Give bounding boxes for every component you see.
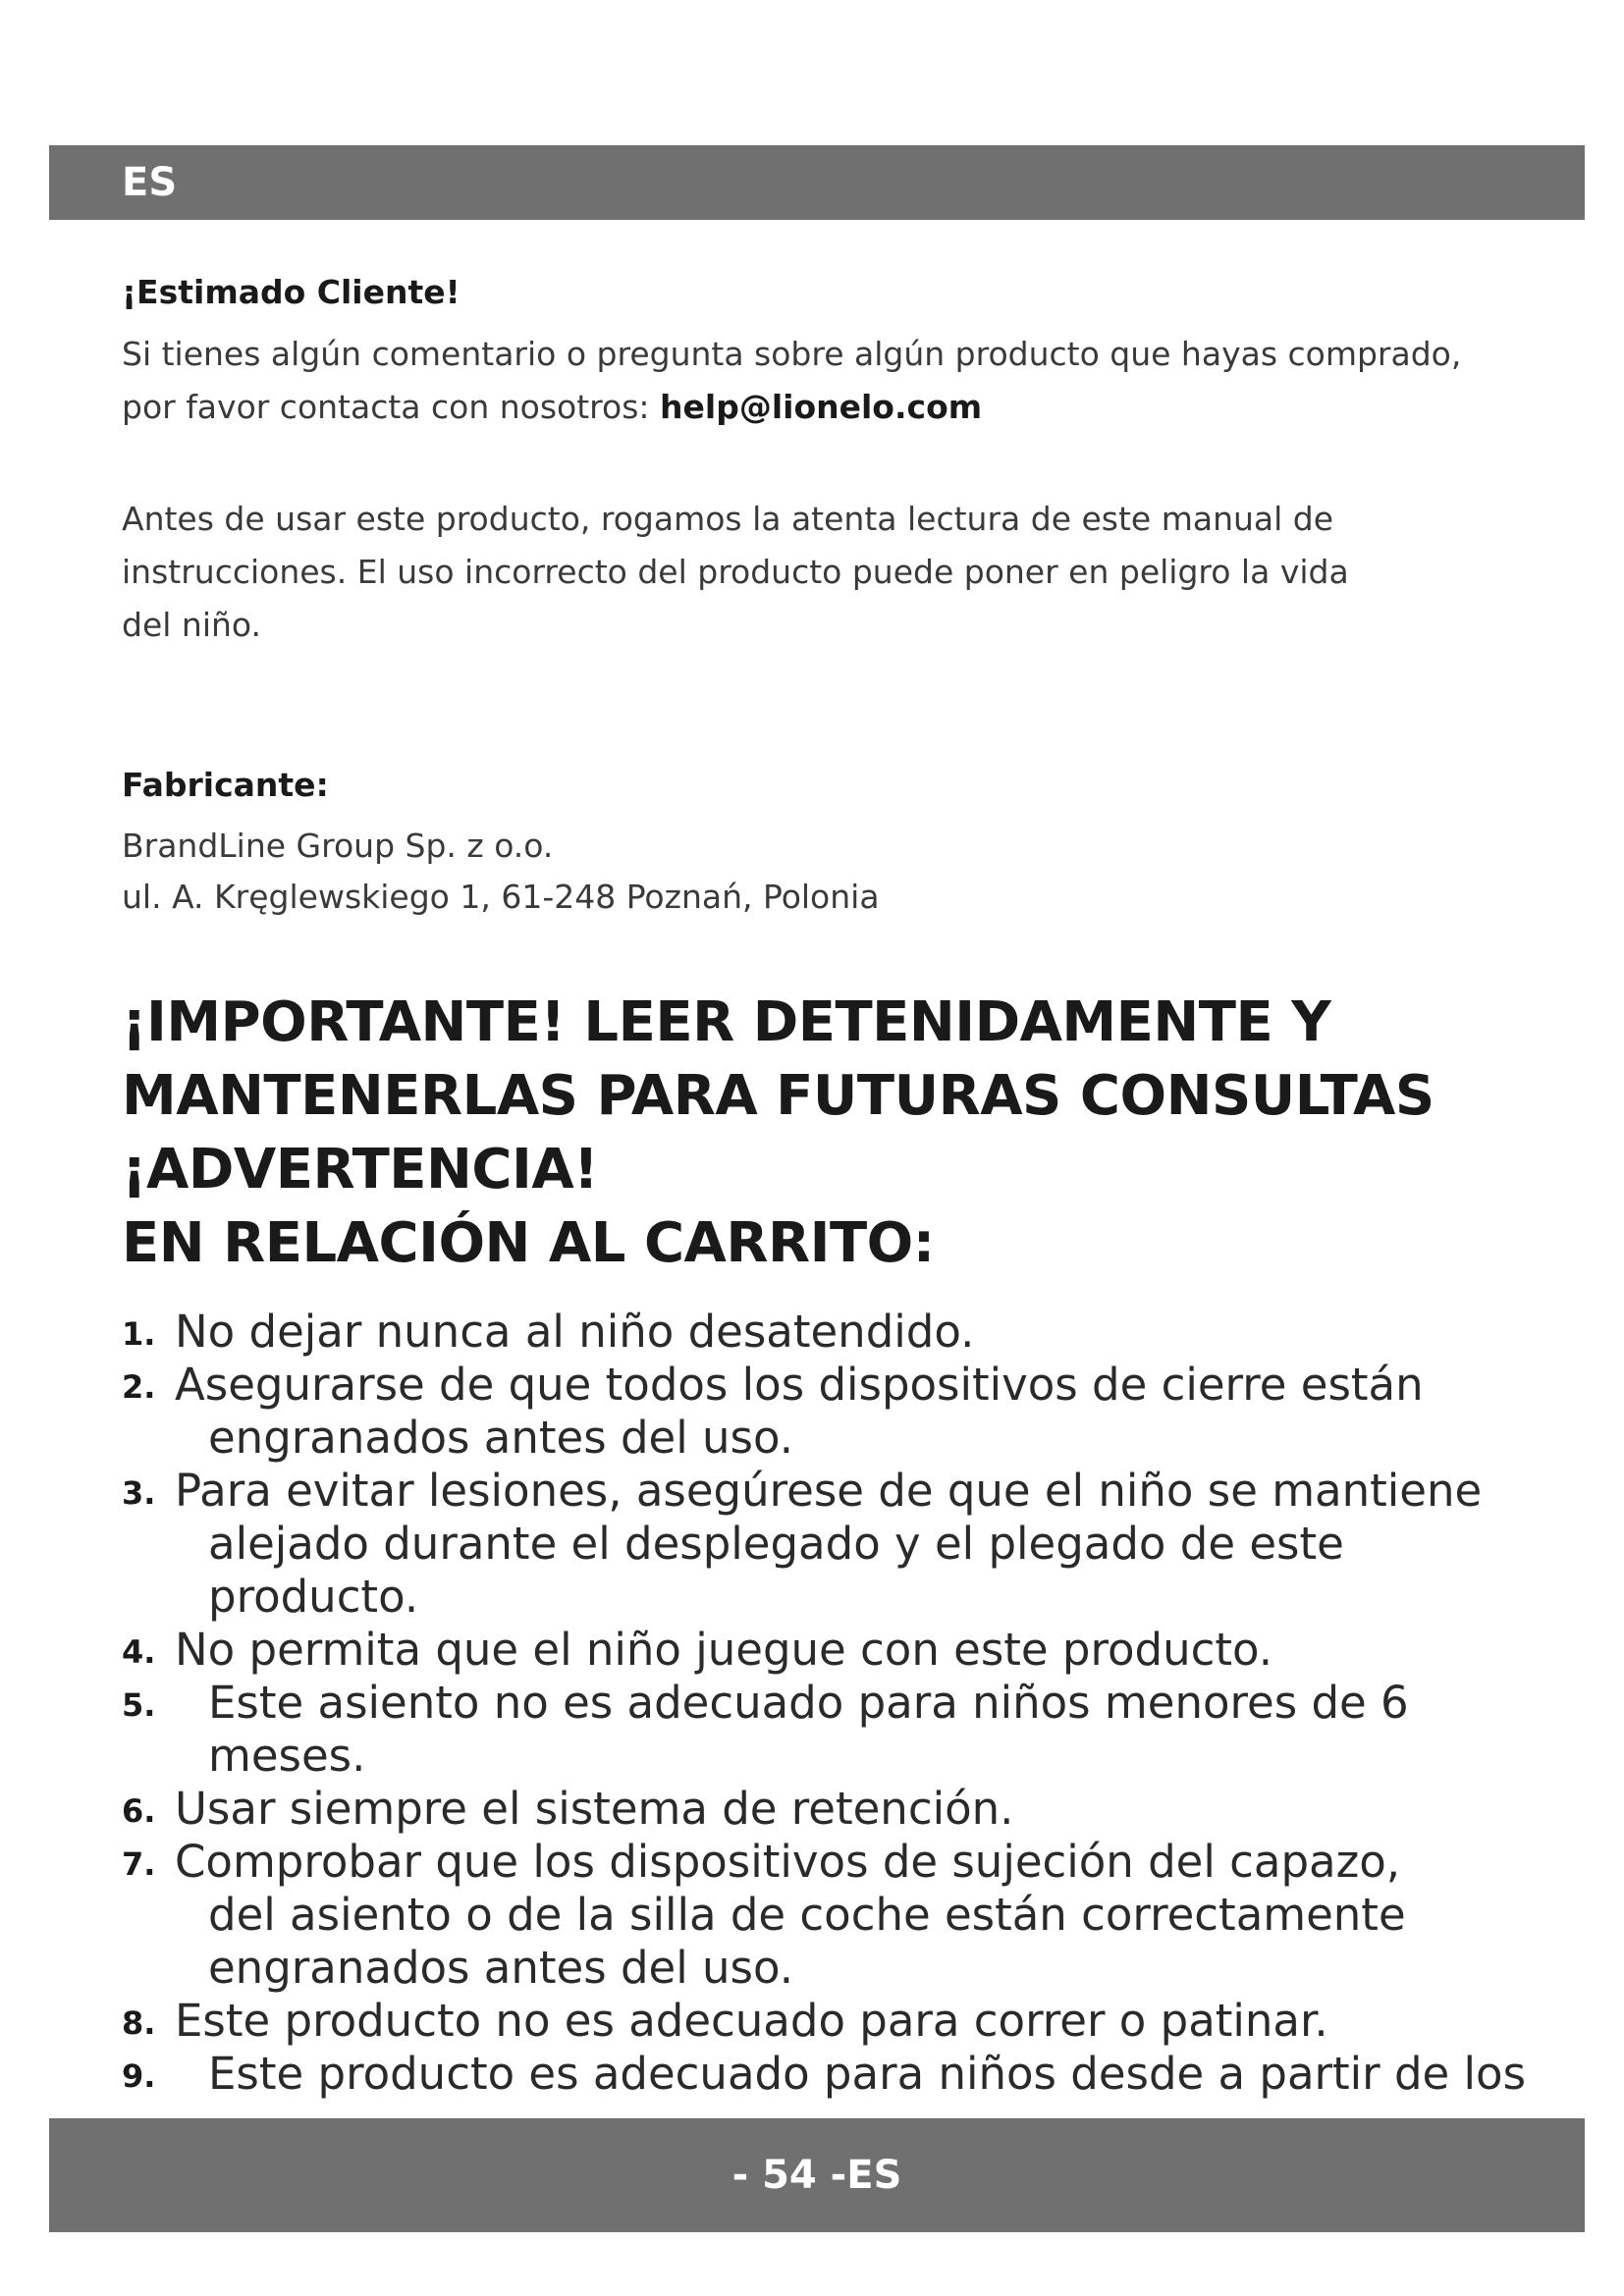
item-number: 7. — [122, 1845, 156, 1883]
list-item — [122, 1359, 1565, 1465]
item-text: Este asiento no es adecuado para niños menores de 6 — [208, 1677, 1409, 1729]
item-number: 6. — [122, 1792, 156, 1830]
list-item — [122, 1306, 1565, 1359]
list-item — [122, 1836, 1565, 1995]
warning-line: ¡ADVERTENCIA! — [122, 1138, 599, 1201]
header-bar — [49, 145, 1585, 220]
support-email-link[interactable]: help@lionelo.com — [660, 388, 983, 426]
item-text: No permita que el niño juegue con este producto. — [175, 1624, 1273, 1676]
item-text: Este producto es adecuado para niños desde a partir de los — [208, 2048, 1527, 2100]
safety-list — [122, 1306, 1565, 2101]
manufacturer-title: Fabricante: — [122, 766, 329, 804]
intro-line: Antes de usar este producto, rogamos la atenta lectura de este manual de — [122, 500, 1334, 538]
greeting-body: Si tienes algún comentario o pregunta sobre algún producto que hayas comprado, por favor contacta con nosotros: — [122, 335, 1462, 426]
list-item — [122, 2048, 1565, 2101]
item-text-continued: del asiento o de la silla de coche están correctamente engranados antes del uso. — [208, 1889, 1406, 1994]
item-text: No dejar nunca al niño desatendido. — [175, 1306, 975, 1358]
item-text: Para evitar lesiones, asegúrese de que el niño se mantiene — [175, 1465, 1483, 1517]
item-text: Usar siempre el sistema de retención. — [175, 1783, 1014, 1835]
item-number: 2. — [122, 1368, 156, 1406]
list-item — [122, 1677, 1565, 1783]
intro-line: instrucciones. El uso incorrecto del producto puede poner en peligro la vida — [122, 553, 1349, 591]
item-number: 9. — [122, 2057, 156, 2095]
warning-line: ¡IMPORTANTE! LEER DETENIDAMENTE Y — [122, 990, 1331, 1054]
list-item — [122, 1465, 1565, 1624]
item-number: 8. — [122, 2004, 156, 2042]
intro-paragraph — [122, 493, 1516, 652]
item-number: 1. — [122, 1315, 156, 1353]
manufacturer-name: BrandLine Group Sp. z o.o. — [122, 827, 554, 865]
warning-heading — [122, 986, 1545, 1280]
item-text: Este producto no es adecuado para correr o patinar. — [175, 1995, 1328, 2047]
manufacturer-address: ul. A. Kręglewskiego 1, 61-248 Poznań, Polonia — [122, 878, 880, 916]
item-number: 3. — [122, 1474, 156, 1512]
list-item — [122, 1624, 1565, 1677]
item-number: 4. — [122, 1633, 156, 1671]
language-code: ES — [122, 160, 178, 205]
greeting-text — [122, 328, 1516, 434]
item-text-continued: alejado durante el desplegado y el plegado de este producto. — [208, 1518, 1344, 1623]
footer-bar — [49, 2118, 1585, 2232]
item-text-continued: engranados antes del uso. — [208, 1412, 794, 1464]
item-number: 5. — [122, 1686, 156, 1724]
list-item — [122, 1783, 1565, 1836]
list-item — [122, 1995, 1565, 2048]
greeting-title: ¡Estimado Cliente! — [122, 273, 460, 311]
item-text: Asegurarse de que todos los dispositivos de cierre están — [175, 1359, 1424, 1411]
warning-line: EN RELACIÓN AL CARRITO: — [122, 1211, 935, 1275]
item-text: Comprobar que los dispositivos de sujeción del capazo, — [175, 1836, 1401, 1888]
intro-line: del niño. — [122, 606, 262, 644]
page-number: - 54 -ES — [731, 2153, 902, 2198]
item-text-continued: meses. — [208, 1730, 366, 1782]
warning-line: MANTENERLAS PARA FUTURAS CONSULTAS — [122, 1064, 1435, 1128]
